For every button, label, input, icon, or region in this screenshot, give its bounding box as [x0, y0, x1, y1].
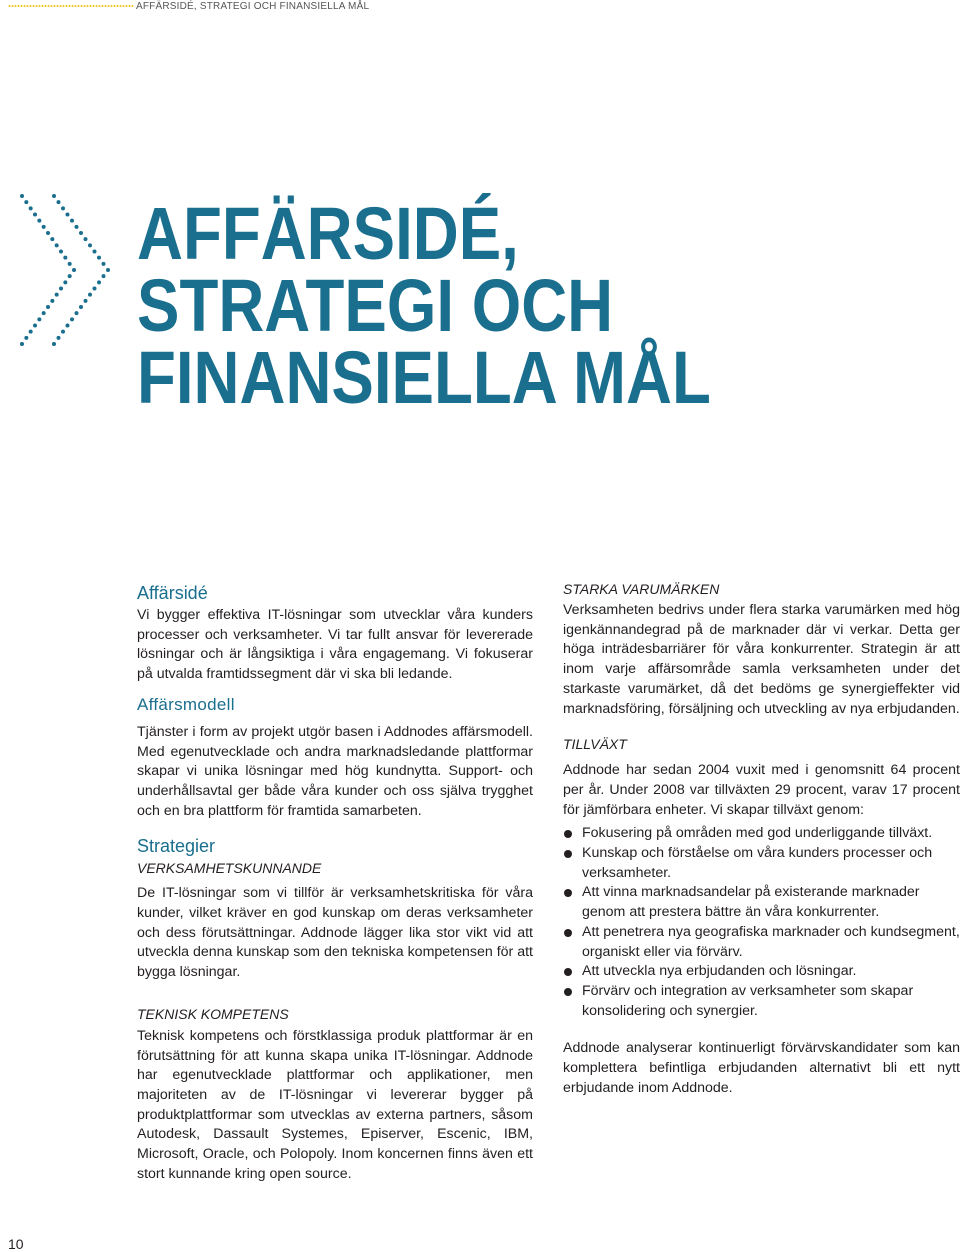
chevron-dot [29, 330, 33, 334]
teknisk-kompetens-heading: TEKNISK KOMPETENS [137, 1005, 289, 1022]
chevron-dot [55, 243, 59, 247]
affarsmodell-heading: Affärsmodell [137, 694, 235, 714]
list-item: Att penetrera nya geografiska marknader och kundsegment, organiskt eller via förvärv. [563, 923, 960, 962]
chevron-dot [75, 225, 79, 229]
chevron-dot [50, 299, 54, 303]
page-title [137, 192, 711, 419]
chevron-dot [72, 268, 76, 272]
chevron-dot [46, 305, 50, 309]
page-number: 10 [8, 1236, 24, 1252]
teknisk-kompetens-text: Teknisk kompetens och förstklassiga produk plattformar är en förutsättning för att kunna skapa unika IT-lösningar. Addnode har egenutvecklade plattformar och applikationer, men majoriteten av de IT-lösningar vi levererar bygger på produktplattformar som utvecklas av externa partners, såsom Autodesk, Dassault Systemes, Episerver, Escenic, IBM, Microsoft, Oracle, och Polopoly. Inom koncernen finns även ett stort kunnande kring open source. [137, 1027, 533, 1182]
chevron-dot [33, 213, 37, 217]
running-header [8, 0, 508, 12]
chevron-dot [55, 293, 59, 297]
chevron-dot [84, 237, 88, 241]
starka-varumarken-text: Verksamheten bedrivs under flera starka varumärken med hög igenkännandegrad på de marknader där vi verkar. Detta ger höga inträdesbarriärer för våra konkurrenter. Strategin är att inom varje affärsområde samla verksamheten under det starkaste varumärket, då det bedöms ge synergieffekter vid marknadsföring, försäljning och utveckling av nya erbjudanden. [563, 602, 960, 717]
chevron-dot [59, 250, 63, 254]
chevron-dot [106, 268, 110, 272]
chevron-dot [46, 231, 50, 235]
chevron-dot [68, 262, 72, 266]
chevron-dot [20, 342, 24, 346]
chevron-dot [29, 206, 33, 210]
chevron-dot [24, 200, 28, 204]
title-line-3: FINANSIELLA MÅL [137, 336, 711, 419]
list-item: Förvärv och integration av verksamheter som skapar konsolidering och synergier. [563, 982, 960, 1021]
list-item: Fokusering på områden med god underliggande tillväxt. [563, 824, 960, 844]
chevron-dot [61, 330, 65, 334]
chevron-dot [63, 256, 67, 260]
chevron-dot [42, 225, 46, 229]
chevron-dot [88, 293, 92, 297]
chevron-dot [20, 194, 24, 198]
chevron-dot [88, 243, 92, 247]
left-column [137, 580, 533, 1184]
chevron-dot [57, 200, 61, 204]
chevron-dot [79, 231, 83, 235]
running-title: AFFÄRSIDÉ, STRATEGI OCH FINANSIELLA MÅL [136, 0, 370, 12]
chevron-dot [66, 213, 70, 217]
header-dotted-rule [8, 5, 134, 7]
dotted-double-chevron-icon [12, 190, 120, 350]
verksamhetskunnande-text: De IT-lösningar som vi tillför är verksamhetskritiska för våra kunder, vilket kräver en god kunskap om deras verksamheter och dess förutsättningar. Addnode lägger lika stor vikt vid att utveckla denna kunskap som den tekniska kompetensen för att bygga lösningar. [137, 885, 533, 981]
chevron-dot [57, 336, 61, 340]
chevron-dot [52, 342, 56, 346]
chevron-dot [102, 274, 106, 278]
tillvaxt-text: Addnode har sedan 2004 vuxit med i genomsnitt 64 procent per år. Under 2008 var tillväxten 29 procent, varav 17 procent för jämförbara enheter. Vi skapar tillväxt genom: [563, 762, 960, 818]
chevron-dot [68, 274, 72, 278]
chevron-dot [66, 324, 70, 328]
title-line-1: AFFÄRSIDÉ, [137, 192, 519, 275]
right-column [563, 580, 960, 1098]
closing-text: Addnode analyserar kontinuerligt förvärvskandidater som kan komplettera befintliga erbjudanden alternativt bli ett nytt erbjudande inom Addnode. [563, 1040, 960, 1096]
chevron-dot [79, 305, 83, 309]
chevron-dot [75, 311, 79, 315]
affarside-heading: Affärsidé [137, 583, 208, 603]
starka-varumarken-heading: STARKA VARUMÄRKEN [563, 581, 720, 597]
chevron-dot [93, 287, 97, 291]
chevron-dot [37, 317, 41, 321]
affarsmodell-text: Tjänster i form av projekt utgör basen i Addnodes affärsmodell. Med egenutvecklade och andra marknadsledande plattformar skapar vi unika lösningar med hög kundnytta. Support- och underhållsavtal ger både våra kunder och oss själva trygghet och en bra plattform för framtida samarbeten. [137, 723, 533, 819]
chevron-dot [42, 311, 46, 315]
list-item: Att utveckla nya erbjudanden och lösningar. [563, 962, 960, 982]
chevron-dot [61, 206, 65, 210]
strategier-heading: Strategier [137, 836, 216, 857]
chevron-dot [24, 336, 28, 340]
verksamhetskunnande-heading: VERKSAMHETSKUNNANDE [137, 860, 322, 877]
title-line-2: STRATEGI OCH [137, 264, 614, 347]
chevron-dot [84, 299, 88, 303]
chevron-dot [59, 287, 63, 291]
chevron-dot [102, 262, 106, 266]
tillvaxt-bullet-list [563, 824, 960, 1021]
chevron-dot [63, 280, 67, 284]
chevron-dot [70, 317, 74, 321]
list-item: Att vinna marknadsandelar på existerande marknader genom att prestera bättre än våra konkurrenter. [563, 883, 960, 922]
list-item: Kunskap och förståelse om våra kunders processer och verksamheter. [563, 844, 960, 883]
chevron-dot [70, 219, 74, 223]
chevron-dot [50, 237, 54, 241]
chevron-dot [93, 250, 97, 254]
chevron-dot [52, 194, 56, 198]
chevron-dot [33, 324, 37, 328]
affarside-text: Vi bygger effektiva IT-lösningar som utvecklar våra kunders processer och verksamheter. Vi tar fullt ansvar för levererade lösningar och är långsiktiga i våra engagemang. Vi fokuserar på utvalda framtidssegment där vi ska bli ledande. [137, 607, 533, 683]
chevron-dot [97, 256, 101, 260]
chevron-dot [97, 280, 101, 284]
chevron-dot [37, 219, 41, 223]
tillvaxt-heading: TILLVÄXT [563, 736, 627, 753]
